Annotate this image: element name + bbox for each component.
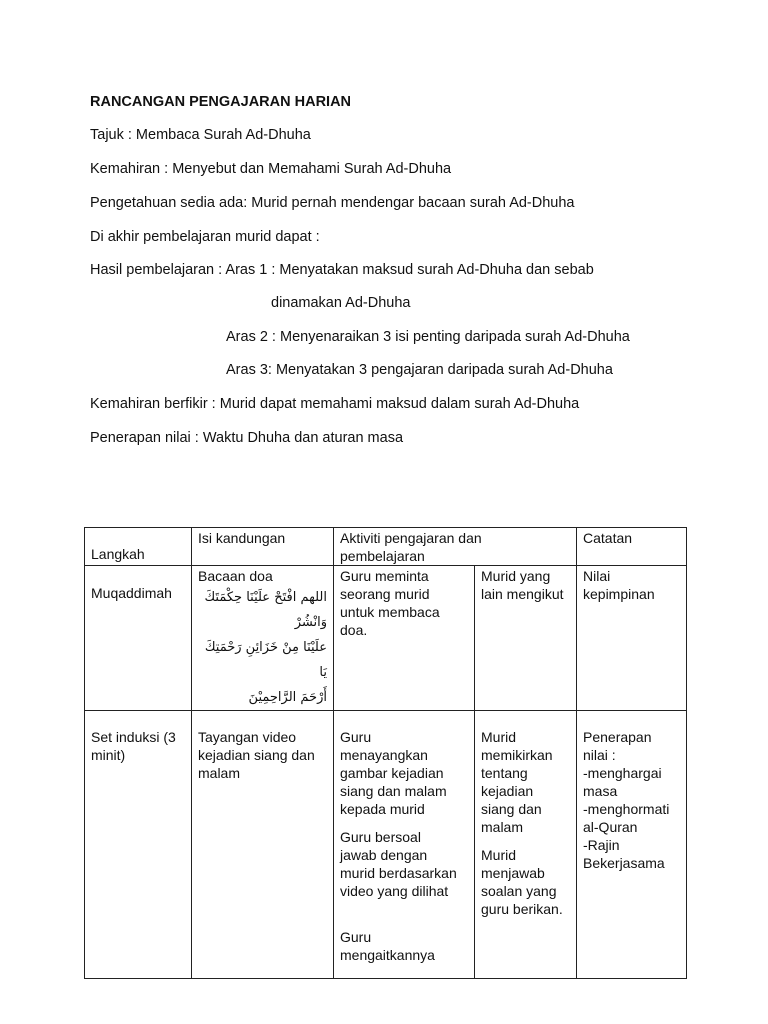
header-catatan: Catatan — [577, 528, 687, 566]
hasil-aras1-line: Hasil pembelajaran : Aras 1 : Menyatakan maksud surah Ad-Dhuha dan sebab — [90, 262, 594, 278]
catatan-set-induksi: Penerapan nilai : -menghargai masa -menghormati al-Quran -Rajin Bekerjasama — [577, 711, 687, 979]
catatan-muqaddimah: Nilai kepimpinan — [577, 566, 687, 711]
isi-bacaan-doa: Bacaan doa اللهم افْتَحْ علَيْنَا حِكْمَتَكَ وَانْشُرْ علَيْنَا مِنْ خَزَائِنِ رَحْمَتِكَ يَا أَرْحَمَ الرَّاحِمِيْنَ — [192, 566, 334, 711]
header-langkah: Langkah — [85, 528, 192, 566]
table-header-row — [85, 528, 687, 566]
page-title: RANCANGAN PENGAJARAN HARIAN — [90, 94, 352, 110]
table-row — [85, 566, 687, 711]
kemahiran-line: Kemahiran : Menyebut dan Memahami Surah Ad-Dhuha — [90, 161, 452, 177]
doa-arabic-text: اللهم افْتَحْ علَيْنَا حِكْمَتَكَ وَانْشُرْ علَيْنَا مِنْ خَزَائِنِ رَحْمَتِكَ يَا أَرْحَمَ الرَّاحِمِيْنَ — [204, 590, 327, 705]
kemahiran-berfikir-line: Kemahiran berfikir : Murid dapat memahami maksud dalam surah Ad-Dhuha — [90, 396, 580, 412]
langkah-set-induksi: Set induksi (3 minit) — [85, 711, 192, 979]
lesson-plan-table — [84, 527, 687, 979]
header-aktiviti: Aktiviti pengajaran dan pembelajaran — [334, 528, 577, 566]
header-isi-kandungan: Isi kandungan — [192, 528, 334, 566]
hasil-aras1-continuation: dinamakan Ad-Dhuha — [271, 295, 411, 311]
table-row — [85, 711, 687, 979]
aktiviti-guru-set-induksi: Guru menayangkan gambar kejadian siang dan malam kepada murid Guru bersoal jawab dengan murid berdasarkan video yang dilihat Guru mengaitkannya — [334, 711, 475, 979]
pengetahuan-line: Pengetahuan sedia ada: Murid pernah mendengar bacaan surah Ad-Dhuha — [90, 195, 575, 211]
langkah-muqaddimah: Muqaddimah — [85, 566, 192, 711]
aktiviti-murid-set-induksi: Murid memikirkan tentang kejadian siang dan malam Murid menjawab soalan yang guru berikan. — [475, 711, 577, 979]
isi-tayangan-video: Tayangan video kejadian siang dan malam — [192, 711, 334, 979]
objektif-intro-line: Di akhir pembelajaran murid dapat : — [90, 229, 320, 245]
hasil-aras3-line: Aras 3: Menyatakan 3 pengajaran daripada surah Ad-Dhuha — [226, 362, 613, 378]
aktiviti-guru-muqaddimah: Guru meminta seorang murid untuk membaca doa. — [334, 566, 475, 711]
tajuk-line: Tajuk : Membaca Surah Ad-Dhuha — [90, 127, 311, 143]
aktiviti-murid-muqaddimah: Murid yang lain mengikut — [475, 566, 577, 711]
hasil-aras2-line: Aras 2 : Menyenaraikan 3 isi penting daripada surah Ad-Dhuha — [226, 329, 630, 345]
penerapan-nilai-line: Penerapan nilai : Waktu Dhuha dan aturan masa — [90, 430, 404, 446]
